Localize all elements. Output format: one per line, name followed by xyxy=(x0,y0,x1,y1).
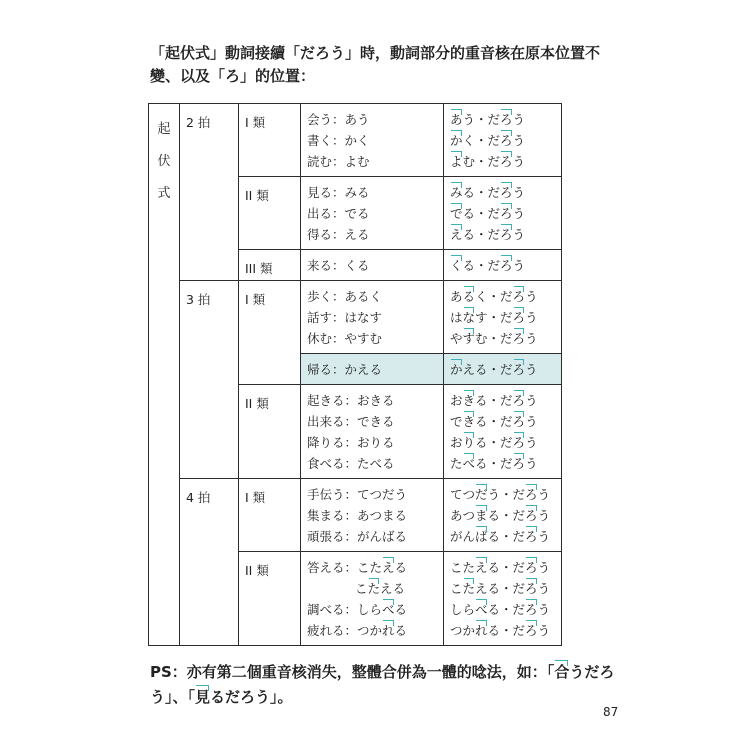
form-line: はなす・だろう xyxy=(450,307,561,328)
verb-line: 見る：みる xyxy=(307,185,370,200)
form-cell xyxy=(444,552,562,646)
form-line: しらべる・だろう xyxy=(450,599,561,620)
verb-line: 調べる：しらべる xyxy=(307,599,443,620)
form-line: つかれる・だろう xyxy=(450,620,561,641)
class-cell: I 類 xyxy=(239,281,301,385)
form-cell xyxy=(444,479,562,552)
form-line: でる・だろう xyxy=(450,203,561,224)
class-cell: I 類 xyxy=(239,104,301,177)
accent-table xyxy=(148,103,562,646)
verb-line: 疲れる：つかれる xyxy=(307,620,443,641)
form-line: あるく・だろう xyxy=(450,286,561,307)
verb-line: 集まる：あつまる xyxy=(307,508,408,523)
verb-line: 出る：でる xyxy=(307,206,370,221)
verb-line: 手伝う：てつだう xyxy=(307,487,408,502)
category-char: 式 xyxy=(157,186,171,201)
verb-line: 食べる：たべる xyxy=(307,456,395,471)
form-line: える・だろう xyxy=(450,224,561,245)
table-row xyxy=(149,479,562,552)
form-cell xyxy=(444,250,562,281)
form-line: あう・だろう xyxy=(450,109,561,130)
verb-line: 降りる：おりる xyxy=(307,435,395,450)
form-line: こたえる・だろう xyxy=(450,578,561,599)
form-cell xyxy=(444,385,562,479)
form-line: おきる・だろう xyxy=(450,390,561,411)
form-line: がんばる・だろう xyxy=(450,526,561,547)
form-line: やすむ・だろう xyxy=(450,328,561,349)
beats-cell: 4 拍 xyxy=(180,479,239,646)
category-char: 伏 xyxy=(157,154,171,169)
verb-cell xyxy=(301,250,444,281)
form-cell xyxy=(444,354,562,385)
verb-cell xyxy=(301,177,444,250)
table-row xyxy=(149,104,562,177)
form-line: できる・だろう xyxy=(450,411,561,432)
form-line: みる・だろう xyxy=(450,182,561,203)
verb-line: 起きる：おきる xyxy=(307,393,395,408)
class-cell: I 類 xyxy=(239,479,301,552)
verb-line: 書く：かく xyxy=(307,133,370,148)
form-line: あつまる・だろう xyxy=(450,505,561,526)
form-cell xyxy=(444,281,562,354)
verb-line: 話す：はなす xyxy=(307,310,383,325)
verb-cell xyxy=(301,552,444,646)
category-char: 起 xyxy=(157,122,171,137)
verb-line: 出来る：できる xyxy=(307,414,395,429)
table-row xyxy=(149,281,562,354)
form-line: くる・だろう xyxy=(450,255,561,276)
verb-cell xyxy=(301,479,444,552)
verb-cell xyxy=(301,385,444,479)
verb-cell xyxy=(301,354,444,385)
form-line: よむ・だろう xyxy=(450,151,561,172)
class-cell: II 類 xyxy=(239,385,301,479)
beats-cell: 2 拍 xyxy=(180,104,239,281)
verb-line: 得る：える xyxy=(307,227,370,242)
form-line: かえる・だろう xyxy=(450,359,561,380)
form-line: かく・だろう xyxy=(450,130,561,151)
form-cell xyxy=(444,104,562,177)
verb-line: 頑張る：がんばる xyxy=(307,529,408,544)
verb-line: 休む：やすむ xyxy=(307,331,383,346)
verb-line: 読む：よむ xyxy=(307,154,370,169)
class-cell: II 類 xyxy=(239,177,301,250)
form-line: おりる・だろう xyxy=(450,432,561,453)
verb-line: 答える：こたえる xyxy=(307,557,443,578)
verb-line: 帰る：かえる xyxy=(307,362,383,377)
form-line: たべる・だろう xyxy=(450,453,561,474)
verb-line: 歩く：あるく xyxy=(307,289,383,304)
intro-paragraph: 「起伏式」動詞接續「だろう」時，動詞部分的重音核在原本位置不變、以及「ろ」的位置： xyxy=(150,44,601,85)
form-line: てつだう・だろう xyxy=(450,484,561,505)
form-line: こたえる・だろう xyxy=(450,557,561,578)
verb-line: 会う：あう xyxy=(307,112,370,127)
verb-line: 来る：くる xyxy=(307,258,370,273)
ps-note: PS：亦有第二個重音核消失，整體合併為一體的唸法，如：「合うだろう」、「見るだろう」。 xyxy=(150,660,620,710)
category-cell xyxy=(149,104,180,646)
beats-cell: 3 拍 xyxy=(180,281,239,479)
verb-line: こたえる xyxy=(307,578,443,599)
verb-cell xyxy=(301,281,444,354)
page-number: 87 xyxy=(603,705,619,719)
class-cell: II 類 xyxy=(239,552,301,646)
form-cell xyxy=(444,177,562,250)
verb-cell xyxy=(301,104,444,177)
class-cell: III 類 xyxy=(239,250,301,281)
